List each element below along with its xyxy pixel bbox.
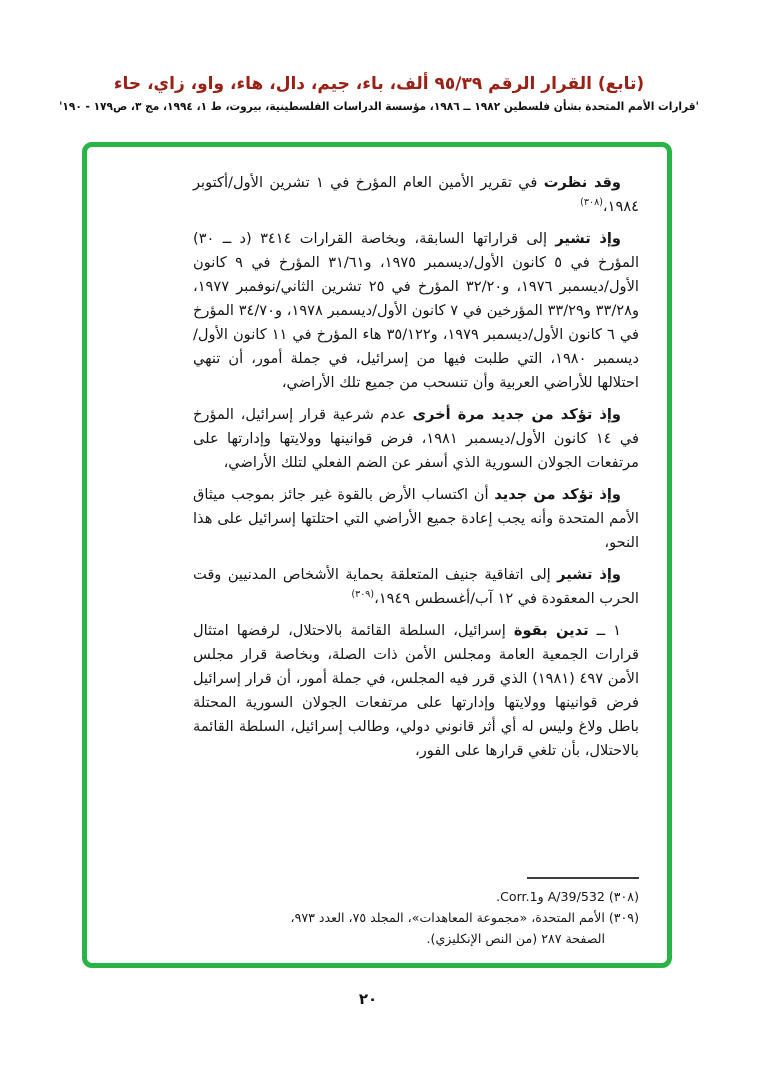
paragraph-text: إسرائيل، السلطة القائمة بالاحتلال، لرفضها امتثال قرارات الجمعية العامة ومجلس الأمن ذات الصلة، وبخاصة قرار مجلس الأمن ٤٩٧ (١٩٨١) الذي قرر فيه المجلس، في جملة أمور، أن قرار إسرائيل فرض قوانينها وولايتها وإدارتها على مرتفعات الجولان السورية المحتلة باطل ولاغ وليس له أي أثر قانوني دولي، وطالب إسرائيل، السلطة القائمة بالاحتلال، بأن تلغي قرارها على الفور، — [193, 622, 640, 759]
footnote-line — [127, 886, 639, 907]
footnote-text: الأمم المتحدة، «مجموعة المعاهدات»، المجلد ٧٥، العدد ٩٧٣، — [290, 910, 605, 925]
paragraph-lead: وقد نظرت — [543, 174, 622, 191]
paragraph — [193, 483, 639, 555]
footnotes-section — [127, 877, 639, 949]
paragraph-lead: وإذ تؤكد من جديد مرة أخرى — [412, 406, 621, 423]
paragraph-lead: وإذ تشير — [555, 230, 621, 247]
paragraph-lead: وإذ تؤكد من جديد — [494, 486, 621, 503]
paragraph — [193, 171, 639, 219]
page-header — [0, 74, 758, 113]
paragraph — [193, 403, 639, 475]
source-citation: 'قرارات الأمم المتحدة بشأن فلسطين ١٩٨٢ ــ ١٩٨٦، مؤسسة الدراسات الفلسطينية، بيروت، ط ١، ١٩٩٤، مج ٣، ص١٧٩ - ١٩٠' — [59, 100, 699, 114]
paragraph — [193, 227, 639, 395]
paragraph-lead: تدين بقوة — [513, 622, 589, 639]
footnote-line — [127, 907, 639, 928]
page-number: ٢٠ — [358, 990, 378, 1008]
footnote-marker: (٣٠٩) — [604, 910, 639, 925]
paragraph-text: أن اكتساب الأرض بالقوة غير جائز بموجب ميثاق الأمم المتحدة وأنه يجب إعادة جميع الأراضي التي احتلتها إسرائيل على هذا النحو، — [193, 486, 639, 551]
paragraph-text: عدم شرعية قرار إسرائيل، المؤرخ في ١٤ كانون الأول/ديسمبر ١٩٨١، فرض قوانينها وولايتها وإدارتها على مرتفعات الجولان السورية الذي أسفر عن الضم الفعلي لتلك الأراضي، — [193, 406, 640, 471]
paragraph-text: في تقرير الأمين العام المؤرخ في ١ تشرين الأول/أكتوبر ١٩٨٤، — [193, 174, 639, 215]
footnote-separator — [527, 877, 639, 879]
footnote-marker: (٣٠٨) — [604, 889, 639, 904]
paragraph — [193, 563, 639, 611]
paragraph-text: إلى اتفاقية جنيف المتعلقة بحماية الأشخاص المدنيين وقت الحرب المعقودة في ١٢ آب/أغسطس ١٩٤٩، — [193, 566, 639, 607]
resolution-title: (تابع) القرار الرقم ٩٥/٣٩ ألف، باء، جيم، دال، هاء، واو، زاي، حاء — [113, 74, 645, 94]
paragraph-text: إلى قراراتها السابقة، وبخاصة القرارات ٣٤١٤ (د ــ ٣٠) المؤرخ في ٥ كانون الأول/ديسمبر ١٩٧٥، و٣١/٦١ المؤرخ في ٩ كانون الأول/ديسمبر ١٩٧٦، و٣٢/٢٠ المؤرخ في ٢٥ تشرين الثاني/نوفمبر ١٩٧٧، و٣٣/٢٨ و٣٣/٢٩ المؤرخين في ٧ كانون الأول/ديسمبر ١٩٧٨، و٣٤/٧٠ المؤرخ في ٦ كانون الأول/ديسمبر ١٩٧٩، و٣٥/١٢٢ هاء المؤرخ في ١١ كانون الأول/ديسمبر ١٩٨٠، التي طلبت فيها من إسرائيل، في جملة أمور، أن تنهي احتلالها للأراضي العربية وأن تنسحب من جميع تلك الأراضي، — [193, 230, 640, 391]
footnote-ref: (٣٠٨) — [580, 197, 603, 209]
document-body — [87, 147, 667, 771]
footnote-text: A/39/532 وCorr.1. — [496, 889, 605, 904]
paragraph — [193, 619, 639, 763]
item-number: ١ ــ — [588, 622, 621, 639]
footnote-ref: (٣٠٩) — [351, 589, 375, 601]
footnote-list — [127, 886, 639, 949]
paragraph-lead: وإذ تشير — [557, 566, 621, 583]
footnote-continuation: الصفحة ٢٨٧ (من النص الإنكليزي). — [426, 931, 605, 946]
document-frame — [82, 142, 672, 968]
